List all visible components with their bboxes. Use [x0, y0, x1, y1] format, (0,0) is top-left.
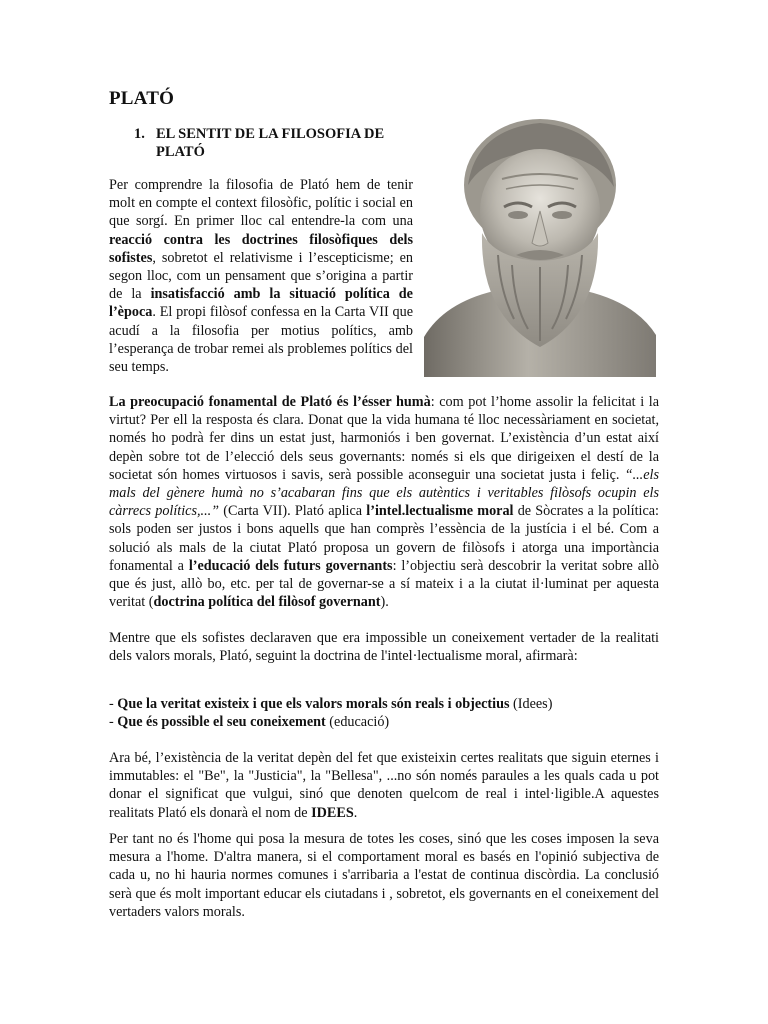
text-run: Per comprendre la filosofia de Plató hem de tenir molt en compte el context filosòfic, polític i social en que sorgí. En primer lloc cal entendre-la com una: [109, 177, 413, 230]
list-dash: -: [109, 714, 118, 731]
bold-run: Que és possible el seu coneixement: [117, 714, 326, 731]
text-run: .: [353, 804, 358, 821]
list-item: [109, 695, 659, 713]
text-run: Ara bé, l’existència de la veritat depèn del fet que existeixin certes realitats que siguin eternes i immutables: el "Be", la "Justicia", la "Bellesa", ...no són només paraules a les quals cada u pot donar el significat que vulgui, sinó que denoten quelcom de real i intel·ligible.A aquestes realitats Plató els donarà el nom de: [109, 750, 659, 821]
plato-bust-image: [424, 115, 656, 377]
paragraph-ideas: [109, 749, 659, 822]
bold-run: doctrina política del filòsof governant: [153, 594, 381, 611]
text-run: : com pot l’home assolir la felicitat i la virtut? Per ell la resposta és clara. Donat que la vida humana té lloc necessàriament en societat, només ho podrà fer dins un estat just, harmoniós i ben governat. L’existència d’un estat així depèn sobre tot de l’elecció dels seus governants: només si els que dirigeixen el destí de la societat són homes virtuosos i savis, serà possible aconseguir una societat justa i feliç.: [109, 394, 659, 483]
paragraph-intro: [109, 176, 413, 376]
list-item: [109, 713, 659, 731]
list-dash: -: [109, 696, 118, 712]
section-title: EL SENTIT DE LA FILOSOFIA DE PLATÓ: [156, 126, 385, 160]
bold-run: La preocupació fonamental de Plató és l’ésser humà: [109, 394, 431, 410]
section-heading: [134, 125, 414, 161]
plato-bust-icon: [424, 115, 656, 377]
affirmation-list: [109, 695, 659, 731]
quote-run: “...els mals del gènere humà no s’acabaran fins que els autèntics i veritables filòsofs ocupin els càrrecs polítics,...”: [109, 466, 659, 520]
bold-run: reacció contra les doctrines filosòfiques dels sofistes: [109, 231, 413, 266]
paragraph-conclusion: Per tant no és l'home qui posa la mesura de totes les coses, sinó que les coses imposen la seva mesura a l'home. D'altra manera, si el comportament moral es basés en l'opinió subjectiva de cada u, no hi hauria normes comunes i s'arribaria a l'estat de continua discòrdia. La conclusió serà que és molt important educar els ciutadans i , sobretot, els governants en el coneixement del vertaders valors morals.: [109, 831, 659, 920]
text-run: ).: [380, 594, 389, 611]
text-run: de Sòcrates a la política: sols poden ser justos i bons aquells que han comprès l’essència de la justícia i el bé. Com a solució als mals de la ciutat Plató proposa un govern de filòsofs i atorga una importància fonamental a: [109, 503, 659, 574]
bold-run: insatisfacció amb la situació política de l’època: [109, 286, 413, 321]
bold-run: Que la veritat existeix i que els valors morals són reals i objectius: [117, 696, 510, 712]
section-number: 1.: [134, 126, 145, 142]
text-run: , sobretot el relativisme i l’escepticisme; en segon lloc, com un pensament que s’origina a partir de la: [109, 249, 413, 303]
text-run: . El propi filòsof confessa en la Carta VII que acudí a la filosofia per motius polítics, amb l’esperança de trobar remei als problemes polítics del seu temps.: [109, 304, 413, 376]
text-run: (educació): [325, 714, 390, 731]
paragraph-sophists: Mentre que els sofistes declaraven que era impossible un coneixement vertader de la realitati dels valors morals, Plató, seguint la doctrina de l'intel·lectualisme moral, afirmarà:: [109, 630, 659, 665]
bold-run: l’intel.lectualisme moral: [366, 503, 514, 520]
paragraph-main-concern: [109, 393, 659, 611]
bold-run: l’educació dels futurs governants: [188, 557, 393, 574]
text-run: (Carta VII). Plató aplica: [219, 503, 367, 520]
bold-run: IDEES: [311, 804, 354, 821]
text-run: (Idees): [509, 696, 553, 712]
text-run: : l’objectiu serà descobrir la veritat sobre allò que és just, allò bo, etc. per tal de governar-se a sí mateix i a la ciutat il·luminat per aquesta veritat (: [109, 557, 659, 611]
page-title: PLATÓ: [109, 88, 175, 109]
